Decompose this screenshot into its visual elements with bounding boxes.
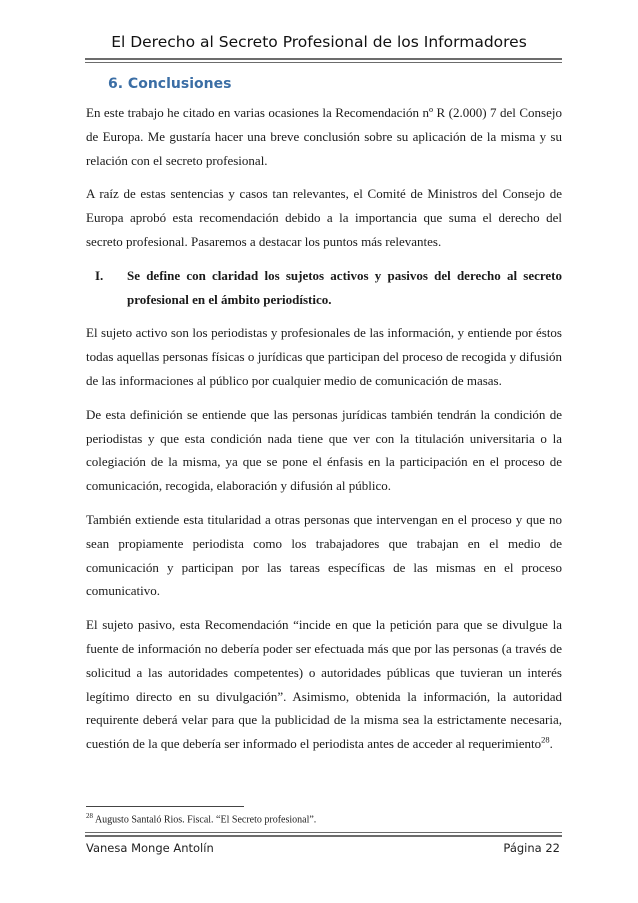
footnote-reference[interactable]: 28: [541, 734, 550, 745]
footer-rule-thick: [85, 835, 562, 837]
list-item-number: I.: [95, 267, 104, 283]
paragraph-1: En este trabajo he citado en varias ocasiones la Recomendación nº R (2.000) 7 del Consejo de Europa. Me gustaría hacer una breve conclusión sobre su aplicación de la misma y su relación con el secreto profesional.: [86, 105, 562, 168]
paragraph-4: De esta definición se entiende que las personas jurídicas también tendrán la condición de periodistas y que esta condición nada tiene que ver con la titulación universitaria o la colegiación de la misma, ya que se pone el énfasis en la participación en el proceso de comunicación, recogida, elaboración y difusión al público.: [86, 406, 562, 494]
footer-page-number: Página 22: [503, 841, 560, 855]
footnote-separator: [86, 806, 244, 807]
section-heading: 6. Conclusiones: [108, 76, 232, 92]
running-header-title: El Derecho al Secreto Profesional de los Informadores: [111, 33, 527, 51]
header-rule-thick: [85, 58, 562, 60]
paragraph-3: El sujeto activo son los periodistas y profesionales de las información, y entiende por éstos todas aquellas personas físicas o jurídicas que participan del proceso de recogida y difusión de las informaciones al público por cualquier medio de comunicación de masas.: [86, 325, 562, 388]
paragraph-6: [86, 613, 562, 756]
footnote-text: Augusto Santaló Rios. Fiscal. “El Secreto profesional”.: [93, 814, 317, 826]
paragraph-6-text: El sujeto pasivo, esta Recomendación “incide en que la petición para que se divulgue la fuente de información no debería poder ser efectuada más que por las personas (a través de solicitud a las autoridades competentes) o autoridades públicas que tuvieran un interés legítimo directo en su divulgación”. Asimismo, obtenida la información, la autoridad requirente deberá velar para que la publicidad de la misma sea la estrictamente necesaria, cuestión de la que debería ser informado el periodista antes de acceder al requerimiento: [86, 617, 562, 752]
footer-rule-thin: [85, 832, 562, 833]
list-item: [86, 264, 562, 312]
paragraph-5: También extiende esta titularidad a otras personas que intervengan en el proceso y que no sean propiamente periodista como los trabajadores que trabajan en el medio de comunicación y participan por las tareas específicas de las mismas en el proceso comunicativo.: [86, 511, 562, 599]
list-item-text: Se define con claridad los sujetos activos y pasivos del derecho al secreto profesional en el ámbito periodístico.: [127, 267, 562, 307]
footer-author: Vanesa Monge Antolín: [86, 841, 214, 855]
paragraph-2: A raíz de estas sentencias y casos tan relevantes, el Comité de Ministros del Consejo de Europa aprobó esta recomendación debido a la importancia que suma el derecho del secreto profesional. Pasaremos a destacar los puntos más relevantes.: [86, 186, 562, 249]
footnote-number: 28: [86, 812, 93, 820]
body-text: [86, 101, 562, 766]
paragraph-6-end: .: [549, 736, 553, 752]
footnote: [86, 812, 316, 825]
header-rule-thin: [85, 62, 562, 63]
